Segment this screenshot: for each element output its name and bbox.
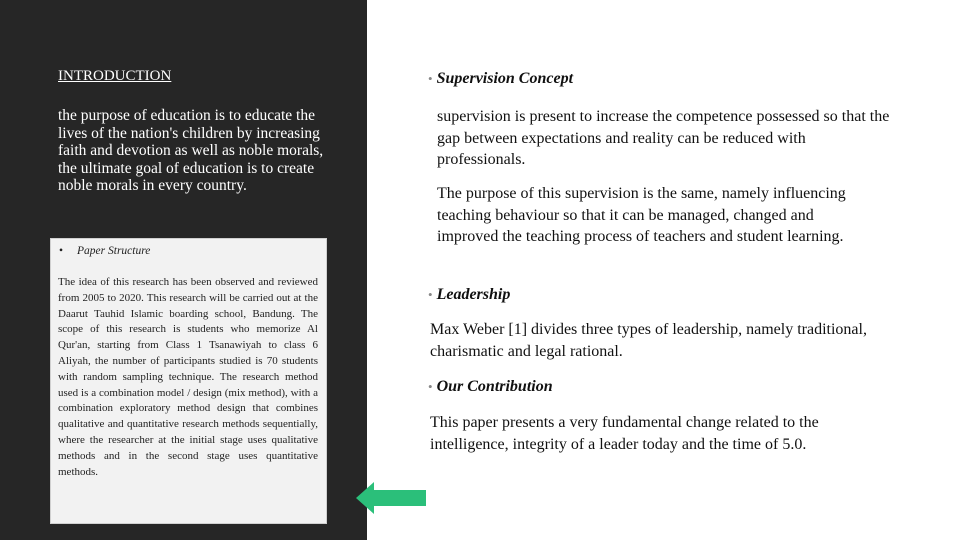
leadership-heading — [428, 286, 510, 304]
paper-structure-heading — [59, 245, 150, 257]
left-arrow-icon[interactable] — [356, 480, 426, 516]
left-panel — [0, 0, 367, 540]
leadership-text: Max Weber [1] divides three types of leadership, namely traditional, charismatic and legal rational. — [430, 321, 867, 360]
bullet: • — [428, 287, 433, 302]
intro-title: INTRODUCTION — [58, 68, 172, 84]
bullet: • — [59, 245, 64, 257]
supervision-heading-text: Supervision Concept — [436, 70, 574, 87]
paper-structure-box — [50, 238, 327, 524]
paper-structure-heading-text: Paper Structure — [77, 245, 151, 257]
supervision-heading — [428, 70, 573, 88]
intro-text: the purpose of education is to educate the lives of the nation's children by increasing faith and devotion as well as noble morals, the ultimate goal of education is to create noble morals in every country. — [58, 107, 324, 195]
paper-structure-text: The idea of this research has been observed and reviewed from 2005 to 2020. This research will be carried out at the Daarut Tauhid Islamic boarding school, Bandung. The scope of this research is students who memorize Al Qur'an, starting from Class 1 Tsanawiyah to class 6 Aliyah, the number of participants studied is 70 students with random sampling technique. The research method used is a combination model / design (mix method), with a combination exploratory method design that combines qualitative and quantitative research methods sequentially, where the researcher at the initial stage uses qualitative methods and in the second stage uses quantitative methods. — [58, 276, 318, 478]
contribution-heading-text: Our Contribution — [436, 378, 553, 395]
contribution-text: This paper presents a very fundamental change related to the intelligence, integrity of a leader today and the time of 5.0. — [430, 414, 819, 453]
supervision-paragraph-2: The purpose of this supervision is the same, namely influencing teaching behaviour so that it can be managed, changed and improved the teaching process of teachers and student learning. — [437, 185, 846, 246]
bullet: • — [428, 379, 433, 394]
leadership-heading-text: Leadership — [436, 286, 511, 303]
contribution-heading — [428, 378, 553, 396]
supervision-paragraph-1: supervision is present to increase the competence possessed so that the gap between expectations and reality can be reduced with professionals. — [437, 108, 890, 169]
bullet: • — [428, 71, 433, 86]
